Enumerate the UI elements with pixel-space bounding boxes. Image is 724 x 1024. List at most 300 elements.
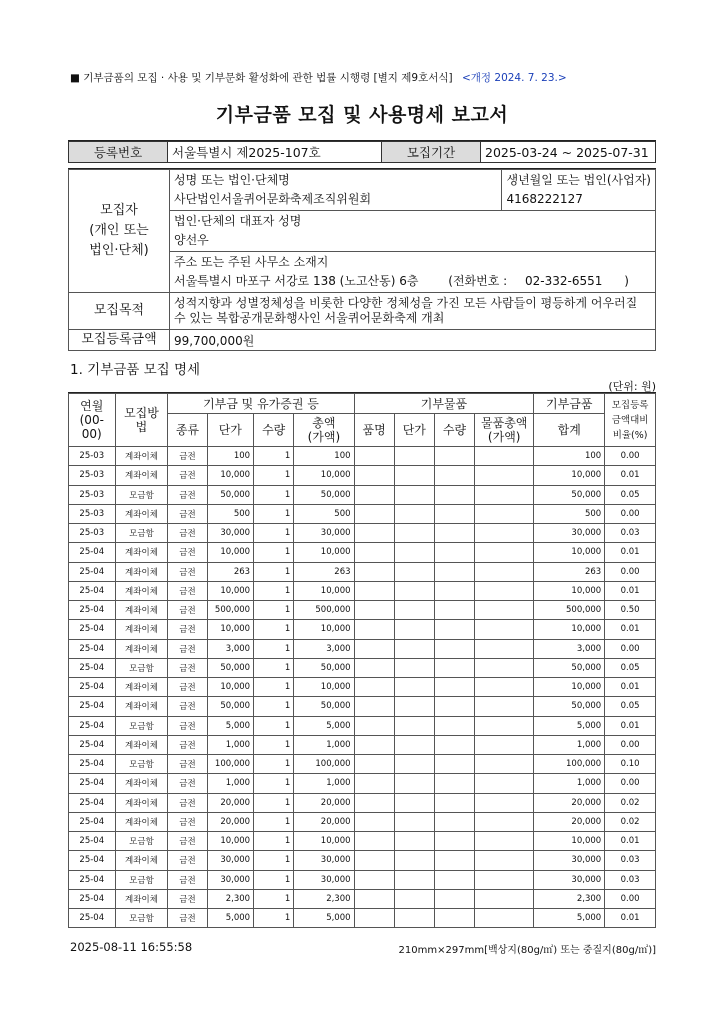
cell-empty bbox=[475, 543, 534, 562]
cell-total: 500,000 bbox=[534, 601, 605, 620]
header-month-label: 연월 bbox=[80, 399, 104, 413]
cell-ratio: 0.01 bbox=[605, 716, 656, 735]
name-value: 사단법인서울퀴어문화축제조직위원회 bbox=[174, 192, 372, 206]
header-total: 합계 bbox=[534, 414, 605, 447]
cell-kind: 금전 bbox=[168, 678, 207, 697]
cell-kind: 금전 bbox=[168, 504, 207, 523]
cell-ym: 25-04 bbox=[69, 716, 116, 735]
cell-price: 50,000 bbox=[207, 485, 254, 504]
cell-ym: 25-03 bbox=[69, 466, 116, 485]
table-row bbox=[69, 832, 656, 851]
table-row bbox=[69, 524, 656, 543]
cell-ratio: 0.10 bbox=[605, 755, 656, 774]
cell-total: 100 bbox=[534, 447, 605, 466]
cell-method: 계좌이체 bbox=[115, 562, 168, 581]
cell-empty bbox=[394, 812, 434, 831]
table-row bbox=[69, 697, 656, 716]
cell-kind: 금전 bbox=[168, 620, 207, 639]
cell-ym: 25-03 bbox=[69, 524, 116, 543]
cell-qty: 1 bbox=[254, 716, 294, 735]
cell-kind: 금전 bbox=[168, 889, 207, 908]
cell-empty bbox=[354, 774, 394, 793]
cell-qty: 1 bbox=[254, 466, 294, 485]
table-row bbox=[69, 755, 656, 774]
cell-total: 3,000 bbox=[534, 639, 605, 658]
purpose-label: 모집목적 bbox=[69, 293, 170, 330]
cell-ym: 25-04 bbox=[69, 639, 116, 658]
cell-kind: 금전 bbox=[168, 793, 207, 812]
cell-kind: 금전 bbox=[168, 909, 207, 928]
cell-empty bbox=[394, 562, 434, 581]
cell-total: 30,000 bbox=[534, 851, 605, 870]
cell-qty: 1 bbox=[254, 504, 294, 523]
cell-price: 20,000 bbox=[207, 793, 254, 812]
phone-label: (전화번호 : bbox=[448, 274, 508, 288]
amount-value: 99,700,000원 bbox=[170, 330, 656, 351]
cell-qty: 1 bbox=[254, 447, 294, 466]
cell-total: 30,000 bbox=[534, 524, 605, 543]
cell-kind: 금전 bbox=[168, 774, 207, 793]
recruiter-label bbox=[69, 170, 170, 293]
cell-amount: 1,000 bbox=[294, 774, 354, 793]
cell-price: 1,000 bbox=[207, 735, 254, 754]
cell-ym: 25-04 bbox=[69, 562, 116, 581]
header-qty: 수량 bbox=[254, 414, 294, 447]
cell-empty bbox=[394, 543, 434, 562]
address-label: 주소 또는 주된 사무소 소재지 bbox=[174, 255, 329, 269]
table-row bbox=[69, 909, 656, 928]
cell-empty bbox=[434, 851, 474, 870]
period-value: 2025-03-24 ~ 2025-07-31 bbox=[481, 142, 656, 163]
header-goods-name: 품명 bbox=[354, 414, 394, 447]
cell-empty bbox=[475, 581, 534, 600]
cell-total: 100,000 bbox=[534, 755, 605, 774]
cell-empty bbox=[434, 716, 474, 735]
cell-method: 계좌이체 bbox=[115, 678, 168, 697]
cell-total: 500 bbox=[534, 504, 605, 523]
cell-empty bbox=[394, 485, 434, 504]
table-row bbox=[69, 601, 656, 620]
cell-empty bbox=[434, 735, 474, 754]
table-row bbox=[69, 870, 656, 889]
cell-empty bbox=[354, 466, 394, 485]
cell-empty bbox=[475, 562, 534, 581]
cell-empty bbox=[354, 716, 394, 735]
cell-qty: 1 bbox=[254, 678, 294, 697]
cell-price: 30,000 bbox=[207, 870, 254, 889]
cell-kind: 금전 bbox=[168, 562, 207, 581]
cell-empty bbox=[475, 793, 534, 812]
table-row bbox=[69, 793, 656, 812]
address-cell bbox=[170, 252, 656, 293]
cell-empty bbox=[434, 889, 474, 908]
cell-ratio: 0.00 bbox=[605, 562, 656, 581]
cell-amount: 20,000 bbox=[294, 812, 354, 831]
cell-empty bbox=[434, 812, 474, 831]
cell-method: 계좌이체 bbox=[115, 774, 168, 793]
table-row bbox=[69, 678, 656, 697]
cell-total: 10,000 bbox=[534, 620, 605, 639]
cell-ym: 25-04 bbox=[69, 601, 116, 620]
cell-empty bbox=[394, 851, 434, 870]
header-month-format: (00-00) bbox=[79, 413, 104, 441]
cell-method: 계좌이체 bbox=[115, 447, 168, 466]
cell-empty bbox=[475, 832, 534, 851]
legal-basis-text: ■ 기부금품의 모집 · 사용 및 기부문화 활성화에 관한 법률 시행령 [별지 제9호서식] bbox=[70, 72, 453, 84]
cell-amount: 2,300 bbox=[294, 889, 354, 908]
cell-kind: 금전 bbox=[168, 466, 207, 485]
cell-qty: 1 bbox=[254, 851, 294, 870]
cell-empty bbox=[434, 543, 474, 562]
header-ratio bbox=[605, 394, 656, 447]
cell-empty bbox=[475, 620, 534, 639]
cell-amount: 50,000 bbox=[294, 697, 354, 716]
cell-price: 50,000 bbox=[207, 697, 254, 716]
cell-amount: 10,000 bbox=[294, 543, 354, 562]
cell-ratio: 0.00 bbox=[605, 504, 656, 523]
cell-empty bbox=[434, 485, 474, 504]
cell-price: 5,000 bbox=[207, 909, 254, 928]
representative-cell bbox=[170, 211, 656, 252]
cell-amount: 10,000 bbox=[294, 466, 354, 485]
cell-amount: 263 bbox=[294, 562, 354, 581]
header-amount-line: (가액) bbox=[307, 430, 341, 444]
table-row bbox=[69, 504, 656, 523]
header-amount-line: 총액 bbox=[312, 416, 336, 430]
cell-empty bbox=[354, 658, 394, 677]
cell-empty bbox=[475, 716, 534, 735]
amount-label: 모집등록금액 bbox=[69, 330, 170, 351]
cell-empty bbox=[394, 466, 434, 485]
cell-ratio: 0.03 bbox=[605, 870, 656, 889]
cell-amount: 30,000 bbox=[294, 524, 354, 543]
cell-ym: 25-04 bbox=[69, 812, 116, 831]
cell-total: 50,000 bbox=[534, 697, 605, 716]
cell-amount: 10,000 bbox=[294, 832, 354, 851]
cell-ratio: 0.01 bbox=[605, 581, 656, 600]
cell-price: 100,000 bbox=[207, 755, 254, 774]
cell-empty bbox=[434, 562, 474, 581]
cell-price: 100 bbox=[207, 447, 254, 466]
cell-qty: 1 bbox=[254, 524, 294, 543]
cell-empty bbox=[394, 581, 434, 600]
cell-empty bbox=[475, 524, 534, 543]
cell-method: 계좌이체 bbox=[115, 466, 168, 485]
cell-empty bbox=[475, 909, 534, 928]
cell-empty bbox=[354, 639, 394, 658]
cell-empty bbox=[475, 658, 534, 677]
cell-empty bbox=[434, 504, 474, 523]
cell-qty: 1 bbox=[254, 812, 294, 831]
cell-empty bbox=[354, 697, 394, 716]
cell-amount: 100,000 bbox=[294, 755, 354, 774]
cell-method: 모금함 bbox=[115, 870, 168, 889]
cell-empty bbox=[434, 601, 474, 620]
cell-method: 모금함 bbox=[115, 755, 168, 774]
cell-total: 10,000 bbox=[534, 678, 605, 697]
legal-basis-line bbox=[70, 70, 567, 85]
cell-ym: 25-04 bbox=[69, 909, 116, 928]
cell-empty bbox=[394, 889, 434, 908]
registration-number-label: 등록번호 bbox=[69, 142, 168, 163]
table-row bbox=[69, 716, 656, 735]
cell-empty bbox=[354, 601, 394, 620]
cell-method: 계좌이체 bbox=[115, 601, 168, 620]
table-row bbox=[69, 851, 656, 870]
cell-method: 계좌이체 bbox=[115, 543, 168, 562]
cell-ym: 25-04 bbox=[69, 774, 116, 793]
cell-empty bbox=[394, 793, 434, 812]
cell-amount: 20,000 bbox=[294, 793, 354, 812]
header-month bbox=[69, 394, 116, 447]
cell-qty: 1 bbox=[254, 889, 294, 908]
header-goods-amount bbox=[475, 414, 534, 447]
cell-kind: 금전 bbox=[168, 543, 207, 562]
cell-qty: 1 bbox=[254, 735, 294, 754]
cell-price: 500 bbox=[207, 504, 254, 523]
donation-table bbox=[68, 393, 656, 928]
cell-empty bbox=[434, 697, 474, 716]
name-label: 성명 또는 법인·단체명 bbox=[174, 173, 290, 187]
cell-empty bbox=[434, 658, 474, 677]
cell-price: 10,000 bbox=[207, 543, 254, 562]
cell-qty: 1 bbox=[254, 543, 294, 562]
table-row bbox=[69, 581, 656, 600]
cell-method: 계좌이체 bbox=[115, 504, 168, 523]
cell-ym: 25-04 bbox=[69, 870, 116, 889]
header-kind: 종류 bbox=[168, 414, 207, 447]
header-goods-group: 기부물품 bbox=[354, 394, 534, 414]
header-goods-qty: 수량 bbox=[434, 414, 474, 447]
birth-label: 생년월일 또는 법인(사업자) bbox=[506, 173, 651, 187]
cell-qty: 1 bbox=[254, 562, 294, 581]
cell-price: 500,000 bbox=[207, 601, 254, 620]
cell-amount: 3,000 bbox=[294, 639, 354, 658]
cell-ratio: 0.01 bbox=[605, 678, 656, 697]
cell-empty bbox=[434, 639, 474, 658]
cell-method: 모금함 bbox=[115, 524, 168, 543]
cell-kind: 금전 bbox=[168, 832, 207, 851]
cell-amount: 5,000 bbox=[294, 716, 354, 735]
cell-amount: 30,000 bbox=[294, 851, 354, 870]
cell-method: 모금함 bbox=[115, 658, 168, 677]
cell-method: 계좌이체 bbox=[115, 812, 168, 831]
header-amount bbox=[294, 414, 354, 447]
cell-empty bbox=[475, 485, 534, 504]
cell-method: 모금함 bbox=[115, 832, 168, 851]
cell-kind: 금전 bbox=[168, 812, 207, 831]
cell-total: 5,000 bbox=[534, 909, 605, 928]
cell-ratio: 0.03 bbox=[605, 851, 656, 870]
representative-value: 양선우 bbox=[174, 233, 209, 247]
cell-method: 계좌이체 bbox=[115, 889, 168, 908]
cell-ratio: 0.01 bbox=[605, 909, 656, 928]
cell-empty bbox=[394, 658, 434, 677]
cell-kind: 금전 bbox=[168, 447, 207, 466]
cell-ratio: 0.00 bbox=[605, 774, 656, 793]
phone-close: ) bbox=[624, 274, 629, 288]
phone-value: 02-332-6551 bbox=[525, 274, 603, 288]
cell-total: 1,000 bbox=[534, 735, 605, 754]
cell-method: 계좌이체 bbox=[115, 851, 168, 870]
cell-ym: 25-04 bbox=[69, 793, 116, 812]
cell-empty bbox=[434, 755, 474, 774]
cell-ym: 25-04 bbox=[69, 697, 116, 716]
cell-amount: 500,000 bbox=[294, 601, 354, 620]
header-total-group: 기부금품 bbox=[534, 394, 605, 414]
cell-empty bbox=[394, 678, 434, 697]
cell-ratio: 0.00 bbox=[605, 639, 656, 658]
cell-kind: 금전 bbox=[168, 485, 207, 504]
cell-ratio: 0.01 bbox=[605, 543, 656, 562]
cell-qty: 1 bbox=[254, 658, 294, 677]
cell-ratio: 0.50 bbox=[605, 601, 656, 620]
header-price: 단가 bbox=[207, 414, 254, 447]
cell-empty bbox=[475, 639, 534, 658]
cell-empty bbox=[475, 870, 534, 889]
cell-method: 계좌이체 bbox=[115, 697, 168, 716]
table-row bbox=[69, 639, 656, 658]
cell-empty bbox=[354, 678, 394, 697]
revision-note: <개정 2024. 7. 23.> bbox=[461, 72, 567, 84]
cell-ym: 25-04 bbox=[69, 658, 116, 677]
cell-ym: 25-04 bbox=[69, 851, 116, 870]
cell-empty bbox=[354, 889, 394, 908]
header-goods-price: 단가 bbox=[394, 414, 434, 447]
cell-empty bbox=[354, 755, 394, 774]
cell-empty bbox=[354, 543, 394, 562]
recruiter-label-line: (개인 또는 bbox=[89, 223, 149, 238]
cell-empty bbox=[475, 755, 534, 774]
cell-kind: 금전 bbox=[168, 735, 207, 754]
cell-empty bbox=[475, 504, 534, 523]
birth-cell bbox=[502, 170, 656, 211]
cell-qty: 1 bbox=[254, 755, 294, 774]
cell-price: 10,000 bbox=[207, 678, 254, 697]
table-row bbox=[69, 735, 656, 754]
header-ratio-line: 모집등록 bbox=[611, 399, 649, 411]
table-row bbox=[69, 466, 656, 485]
cell-ym: 25-04 bbox=[69, 620, 116, 639]
cell-qty: 1 bbox=[254, 581, 294, 600]
cell-kind: 금전 bbox=[168, 851, 207, 870]
cell-empty bbox=[434, 620, 474, 639]
page-title: 기부금품 모집 및 사용명세 보고서 bbox=[215, 104, 509, 126]
printed-timestamp: 2025-08-11 16:55:58 bbox=[70, 940, 193, 954]
cell-total: 50,000 bbox=[534, 658, 605, 677]
recruiter-label-line: 법인·단체) bbox=[89, 243, 149, 258]
table-row bbox=[69, 485, 656, 504]
cell-total: 20,000 bbox=[534, 812, 605, 831]
cell-price: 3,000 bbox=[207, 639, 254, 658]
cell-ratio: 0.01 bbox=[605, 466, 656, 485]
cell-price: 10,000 bbox=[207, 581, 254, 600]
cell-empty bbox=[475, 601, 534, 620]
cell-ratio: 0.00 bbox=[605, 447, 656, 466]
cell-empty bbox=[475, 735, 534, 754]
cell-empty bbox=[354, 447, 394, 466]
cell-empty bbox=[434, 447, 474, 466]
cell-price: 30,000 bbox=[207, 851, 254, 870]
cell-kind: 금전 bbox=[168, 697, 207, 716]
cell-ym: 25-04 bbox=[69, 735, 116, 754]
registration-number-value: 서울특별시 제2025-107호 bbox=[168, 142, 382, 163]
cell-kind: 금전 bbox=[168, 581, 207, 600]
cell-qty: 1 bbox=[254, 793, 294, 812]
cell-empty bbox=[394, 620, 434, 639]
table-row bbox=[69, 812, 656, 831]
cell-empty bbox=[475, 774, 534, 793]
cell-empty bbox=[475, 851, 534, 870]
cell-amount: 10,000 bbox=[294, 581, 354, 600]
cell-qty: 1 bbox=[254, 870, 294, 889]
header-money-group: 기부금 및 유가증권 등 bbox=[168, 394, 354, 414]
cell-method: 모금함 bbox=[115, 485, 168, 504]
cell-amount: 10,000 bbox=[294, 620, 354, 639]
cell-ratio: 0.00 bbox=[605, 735, 656, 754]
cell-empty bbox=[475, 812, 534, 831]
cell-empty bbox=[354, 909, 394, 928]
cell-price: 2,300 bbox=[207, 889, 254, 908]
table-row bbox=[69, 658, 656, 677]
cell-kind: 금전 bbox=[168, 658, 207, 677]
cell-total: 20,000 bbox=[534, 793, 605, 812]
header-ratio-line: 비율(%) bbox=[612, 429, 648, 441]
header-method: 모집방법 bbox=[115, 394, 168, 447]
registration-table bbox=[68, 141, 656, 163]
cell-kind: 금전 bbox=[168, 870, 207, 889]
cell-ratio: 0.03 bbox=[605, 524, 656, 543]
cell-total: 30,000 bbox=[534, 870, 605, 889]
cell-empty bbox=[434, 466, 474, 485]
cell-empty bbox=[354, 524, 394, 543]
cell-qty: 1 bbox=[254, 774, 294, 793]
cell-total: 10,000 bbox=[534, 832, 605, 851]
cell-empty bbox=[354, 851, 394, 870]
cell-empty bbox=[475, 447, 534, 466]
unit-label: (단위: 원) bbox=[608, 380, 656, 393]
cell-method: 계좌이체 bbox=[115, 735, 168, 754]
cell-kind: 금전 bbox=[168, 716, 207, 735]
cell-ratio: 0.01 bbox=[605, 832, 656, 851]
cell-empty bbox=[394, 909, 434, 928]
cell-total: 263 bbox=[534, 562, 605, 581]
cell-amount: 30,000 bbox=[294, 870, 354, 889]
cell-empty bbox=[434, 678, 474, 697]
cell-empty bbox=[434, 524, 474, 543]
header-goods-amount-line: (가액) bbox=[487, 430, 521, 444]
cell-empty bbox=[394, 735, 434, 754]
cell-empty bbox=[434, 774, 474, 793]
cell-amount: 50,000 bbox=[294, 658, 354, 677]
cell-amount: 50,000 bbox=[294, 485, 354, 504]
cell-empty bbox=[354, 562, 394, 581]
cell-price: 1,000 bbox=[207, 774, 254, 793]
purpose-value: 성적지향과 성별정체성을 비롯한 다양한 정체성을 가진 모든 사람들이 평등하게 어우러질 수 있는 복합공개문화행사인 서울퀴어문화축제 개최 bbox=[170, 293, 656, 330]
cell-empty bbox=[394, 447, 434, 466]
cell-kind: 금전 bbox=[168, 755, 207, 774]
cell-ratio: 0.02 bbox=[605, 812, 656, 831]
cell-price: 263 bbox=[207, 562, 254, 581]
cell-ratio: 0.02 bbox=[605, 793, 656, 812]
cell-ym: 25-03 bbox=[69, 447, 116, 466]
cell-price: 10,000 bbox=[207, 466, 254, 485]
cell-empty bbox=[434, 909, 474, 928]
cell-ym: 25-04 bbox=[69, 581, 116, 600]
cell-ym: 25-04 bbox=[69, 543, 116, 562]
cell-price: 10,000 bbox=[207, 832, 254, 851]
cell-total: 50,000 bbox=[534, 485, 605, 504]
